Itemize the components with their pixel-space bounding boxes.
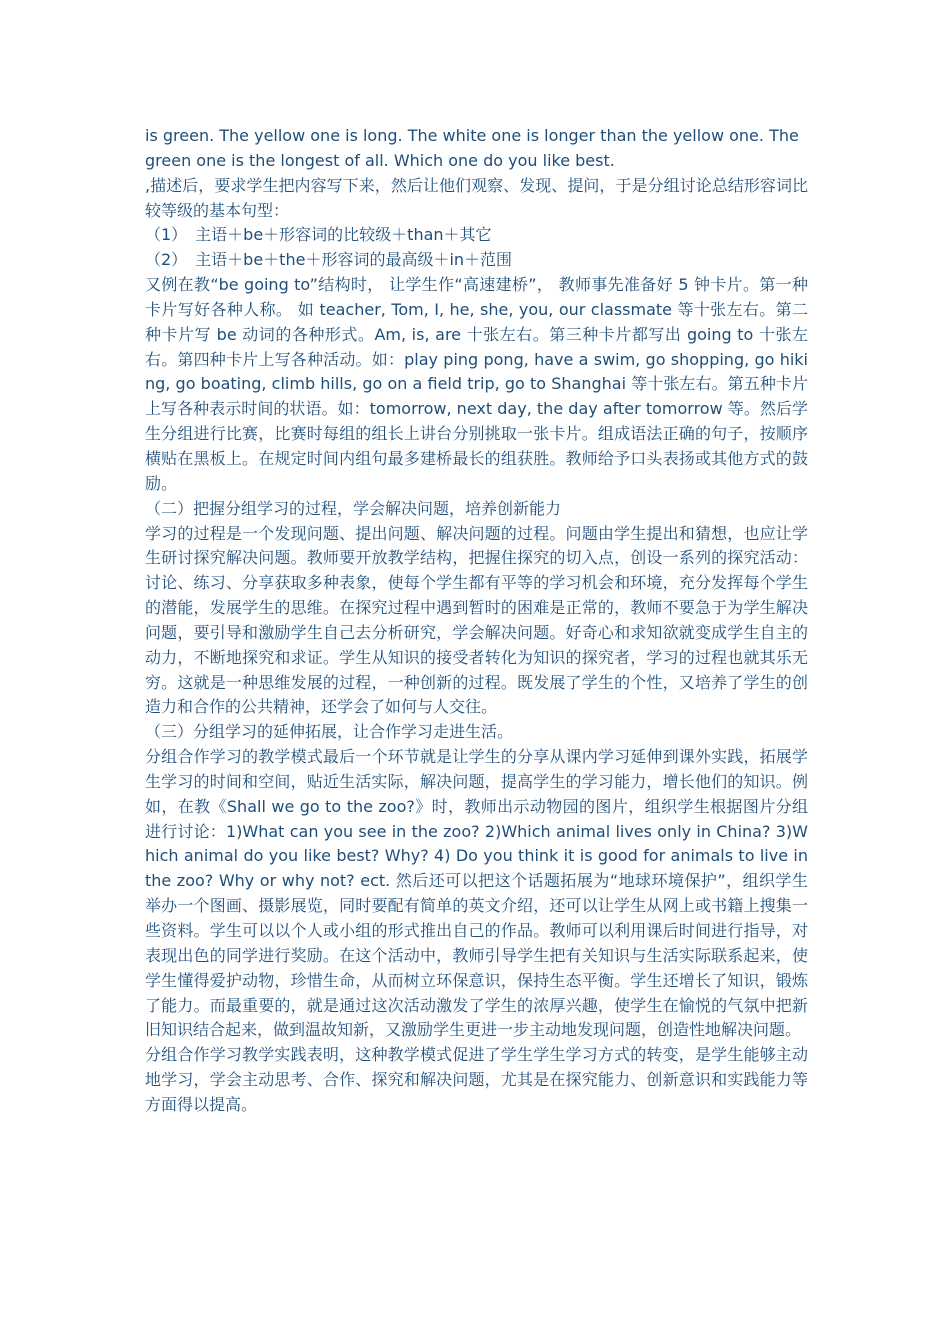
sentence-pattern-2: （2） 主语＋be＋the＋形容词的最高级＋in＋范围: [145, 250, 513, 270]
paragraph-learning-process: 学习的过程是一个发现问题、提出问题、解决问题的过程。问题由学生提出和猜想，也应让学生研讨探究解决问题。教师要开放教学结构，把握住探究的切入点，创设一系列的探究活动：讨论、练习、分享获取多种表象，使每个学生都有平等的学习机会和环境，充分发挥每个学生的潜能，发展学生的思维。在探究过程中遇到暂时的困难是正常的，教师不要急于为学生解决问题，要引导和激励学生自己去分析研究，学会解决问题。好奇心和求知欲就变成学生自主的动力，不断地探究和求证。学生从知识的接受者转化为知识的探究者，学习的过程也就其乐无穷。这就是一种思维发展的过程，一种创新的过程。既发展了学生的个性，又培养了学生的创造力和合作的公共精神，还学会了如何与人交往。: [145, 523, 808, 717]
paragraph-extension: 分组合作学习的教学模式最后一个环节就是让学生的分享从课内学习延伸到课外实践，拓展学生学习的时间和空间，贴近生活实际，解决问题，提高学生的学习能力，增长他们的知识。例如，在教《Shall we go to the zoo?》时，教师出示动物园的图片，组织学生根据图片分组进行讨论：1)What can you see in the zoo? 2)Which animal lives only in China? 3)Which animal do you like best? Why? 4) Do you think it is good for animals to live in the zoo? Why or why not? ect. 然后还可以把这个话题拓展为“地球环境保护”，组织学生举办一个图画、摄影展览，同时要配有简单的英文介绍，还可以让学生从网上或书籍上搜集一些资料。学生可以以个人或小组的形式推出自己的作品。教师可以利用课后时间进行指导，对表现出色的同学进行奖励。在这个活动中，教师引导学生把有关知识与生活实际联系起来，使学生懂得爱护动物，珍惜生命，从而树立环保意识，保持生态平衡。学生还增长了知识，锻炼了能力。而最重要的，就是通过这次活动激发了学生的浓厚兴趣，使学生在愉悦的气氛中把新旧知识结合起来，做到温故知新，又激励学生更进一步主动地发现问题，创造性地解决问题。: [145, 747, 808, 1040]
section-heading-3: （三）分组学习的延伸拓展，让合作学习走进生活。: [145, 722, 514, 742]
paragraph-comparison-example: is green. The yellow one is long. The white one is longer than the yellow one. The green one is the longest of all. Which one do you like best.: [145, 126, 799, 170]
document-body: [145, 124, 808, 1118]
paragraph-conclusion: 分组合作学习教学实践表明，这种教学模式促进了学生学生学习方式的转变，是学生能够主动地学习，学会主动思考、合作、探究和解决问题，尤其是在探究能力、创新意识和实践能力等方面得以提高。: [145, 1045, 808, 1114]
section-heading-2: （二）把握分组学习的过程，学会解决问题，培养创新能力: [145, 498, 562, 518]
sentence-pattern-1: （1） 主语＋be＋形容词的比较级＋than＋其它: [145, 225, 492, 245]
paragraph-description: ,描述后，要求学生把内容写下来，然后让他们观察、发现、提问，于是分组讨论总结形容词比较等级的基本句型：: [145, 175, 808, 220]
paragraph-going-to-example: 又例在教“be going to”结构时， 让学生作“高速建桥”， 教师事先准备好 5 钟卡片。第一种卡片写好各种人称。 如 teacher, Tom, I, he, she, you, our classmate 等十张左右。第二种卡片写 be 动词的各种形式。Am, is, are 十张左右。第三种卡片都写出 going to 十张左右。第四种卡片上写各种活动。如：play ping pong, have a swim, go shopping, go hiking, go boating, climb hills, go on a field trip, go to Shanghai 等十张左右。第五种卡片上写各种表示时间的状语。如：tomorrow, next day, the day after tomorrow 等。然后学生分组进行比赛，比赛时每组的组长上讲台分别挑取一张卡片。组成语法正确的句子，按顺序横贴在黑板上。在规定时间内组句最多建桥最长的组获胜。教师给予口头表扬或其他方式的鼓励。: [145, 275, 808, 493]
